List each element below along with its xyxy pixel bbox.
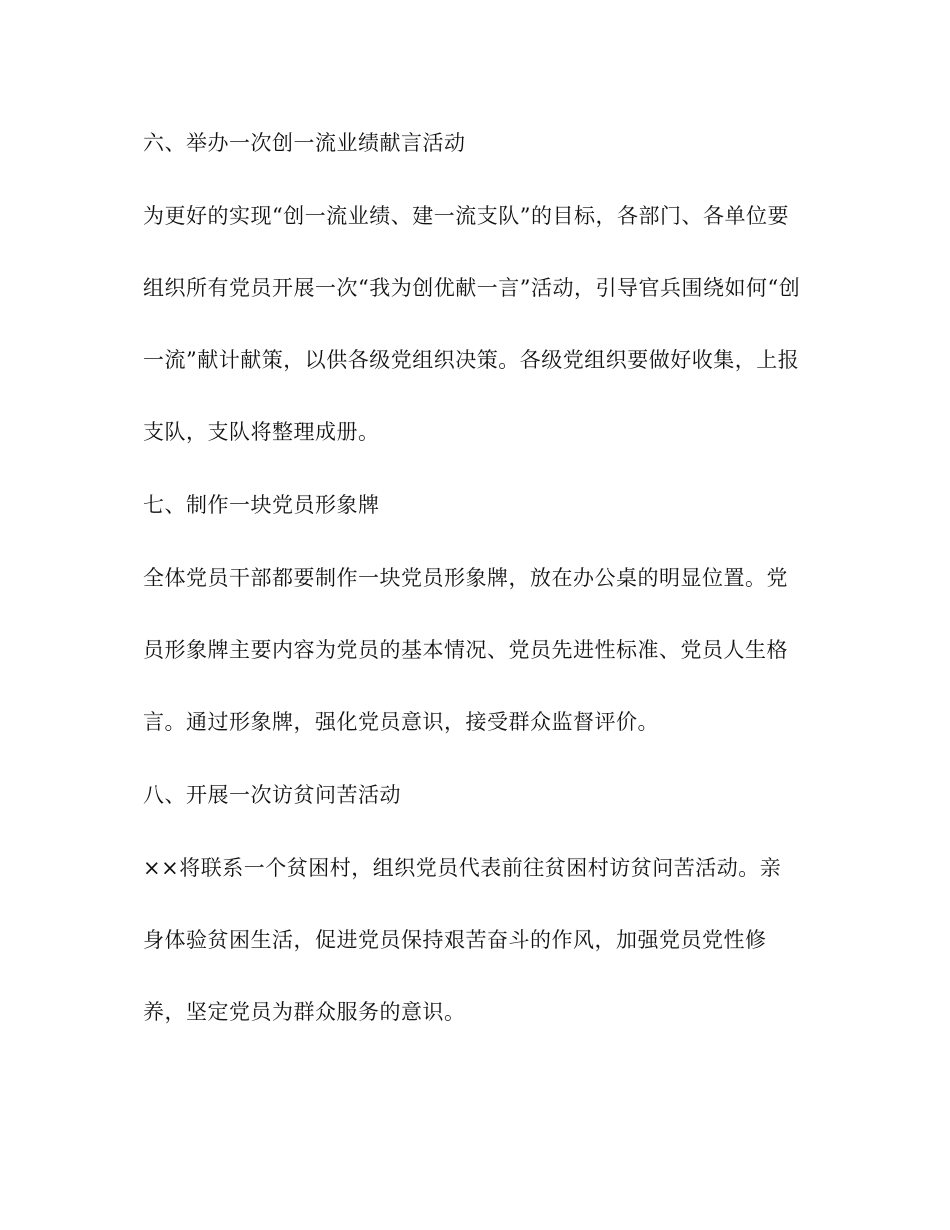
paragraph-line: 全体党员干部都要制作一块党员形象牌，放在办公桌的明显位置。党: [143, 566, 788, 590]
section-heading-6: 六、举办一次创一流业绩献言活动: [143, 131, 466, 155]
paragraph-line: 组织所有党员开展一次“我为创优献一言”活动，引导官兵围绕如何“创: [143, 276, 801, 300]
section-heading-8: 八、开展一次访贫问苦活动: [143, 783, 401, 807]
paragraph-line: 支队，支队将整理成册。: [143, 420, 380, 444]
paragraph-line: 身体验贫困生活，促进党员保持艰苦奋斗的作风，加强党员党性修: [143, 928, 767, 952]
paragraph-line: ××将联系一个贫困村，组织党员代表前往贫困村访贫问苦活动。亲: [143, 856, 782, 880]
paragraph-line: 养，坚定党员为群众服务的意识。: [143, 1000, 466, 1024]
section-heading-7: 七、制作一块党员形象牌: [143, 493, 380, 517]
paragraph-line: 一流”献计献策，以供各级党组织决策。各级党组织要做好收集，上报: [143, 348, 800, 372]
paragraph-line: 为更好的实现“创一流业绩、建一流支队”的目标，各部门、各单位要: [143, 204, 789, 228]
paragraph-line: 言。通过形象牌，强化党员意识，接受群众监督评价。: [143, 710, 659, 734]
paragraph-line: 员形象牌主要内容为党员的基本情况、党员先进性标准、党员人生格: [143, 638, 788, 662]
